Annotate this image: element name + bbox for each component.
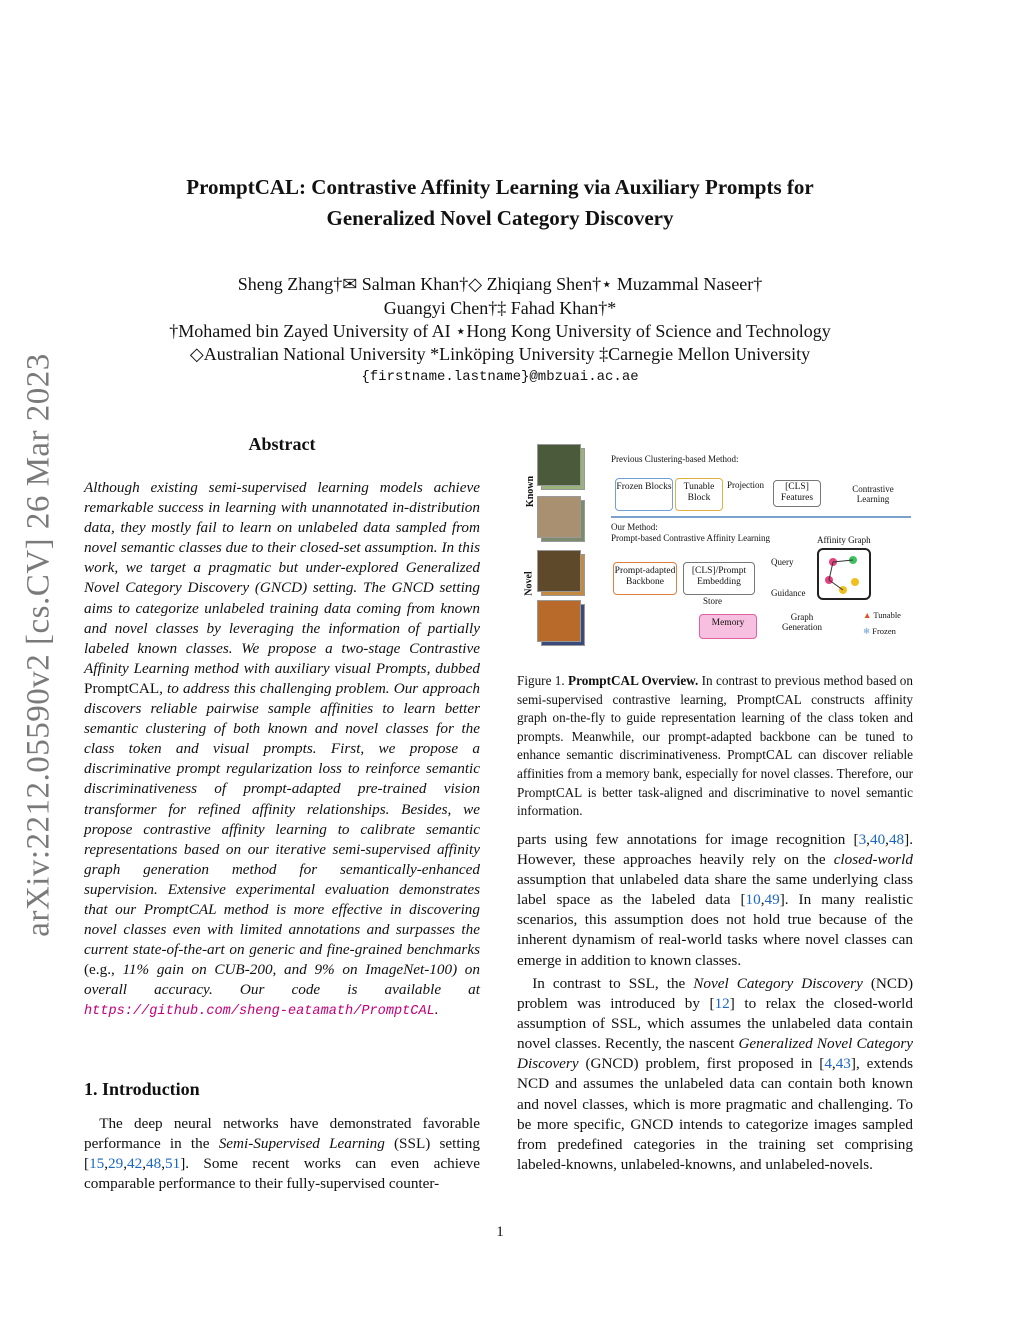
author-email: {firstname.lastname}@mbzuai.ac.ae [361, 369, 639, 385]
code-link[interactable]: https://github.com/sheng-eatamath/PromptCAL [84, 1004, 435, 1020]
novel-image-food [537, 600, 581, 642]
query-label: Query [771, 557, 794, 567]
citation[interactable]: 15 [89, 1155, 105, 1173]
contrastive-learning-label: Contrastive Learning [852, 484, 894, 504]
citation[interactable]: 40 [869, 831, 886, 848]
novel-label: Novel [523, 571, 535, 596]
figure-1 [517, 436, 917, 651]
known-image-kiwi-front [537, 496, 581, 538]
arxiv-id: arXiv:2212.05590v2 [cs.CV] 26 Mar 2023 [20, 353, 57, 937]
intro-heading: 1. Introduction [84, 1079, 200, 1099]
authors-line-2: Guangyi Chen†‡ Fahad Khan†* [383, 298, 617, 318]
figure-caption: Figure 1. PromptCAL Overview. In contrast to previous method based on semi-supervised contrastive learning, PromptCAL constructs affinity graph on-the-fly to guide representation learning of the class token and prompts. Meanwhile, our prompt-adapted backbone can be tuned to enhance semantic discriminativeness. PromptCAL can discover reliable affinities from a memory bank, especially for novel classes. Therefore, our PromptCAL is better task-aligned and discriminative to novel semantic information. [517, 673, 913, 819]
title-line-2: Generalized Novel Category Discovery [326, 206, 674, 230]
citation[interactable]: 43 [835, 1055, 851, 1073]
affinity-graph-icon [819, 550, 869, 598]
graph-generation-label: Graph Generation [782, 612, 822, 632]
our-method-name: Prompt-based Contrastive Affinity Learning [611, 533, 771, 543]
flame-icon: ▲ [863, 610, 872, 620]
citation[interactable]: 51 [165, 1155, 181, 1173]
authors-line-1: Sheng Zhang†✉ Salman Khan†◇ Zhiqiang Shen†⋆ Muzammal Naseer† [237, 274, 763, 294]
arxiv-watermark [16, 350, 62, 940]
citation[interactable]: 12 [714, 995, 730, 1013]
cls-prompt-box: [CLS]/Prompt Embedding [683, 562, 755, 595]
affiliations-line-1: †Mohamed bin Zayed University of AI ⋆Hong Kong University of Science and Technology [169, 321, 831, 341]
citation[interactable]: 29 [108, 1155, 124, 1173]
prompt-backbone-box: Prompt-adapted Backbone [613, 562, 677, 595]
affinity-graph-box [817, 548, 871, 600]
previous-method-label: Previous Clustering-based Method: [611, 454, 739, 464]
citation[interactable]: 49 [764, 891, 780, 909]
abstract-heading: Abstract [248, 434, 316, 454]
known-image-ibis [537, 444, 581, 486]
paper-title [0, 172, 1000, 234]
citation[interactable]: 42 [127, 1155, 143, 1173]
known-label: Known [525, 475, 537, 508]
guidance-label: Guidance [771, 588, 806, 598]
memory-box: Memory [699, 614, 757, 639]
abstract-body: Although existing semi-supervised learning models achieve remarkable success in learning with unannotated in-distribution data, they mostly fail to learn on unlabeled data sampled from novel semantic classes due to their closed-set assumption. In this work, we target a pragmatic but under-explored Generalized Novel Category Discovery (GNCD) setting. The GNCD setting aims to categorize unlabeled training data coming from known and novel classes by leveraging the information of partially labeled known classes. We propose a two-stage Contrastive Affinity Learning method with auxiliary visual Prompts, dubbed PromptCAL, to address this challenging problem. Our approach discovers reliable pairwise sample affinities to learn better semantic clustering of both known and novel classes for the class token and visual prompts. First, we propose a discriminative prompt regularization loss to reinforce semantic discriminativeness of prompt-adapted pre-trained vision transformer for refined affinity relationships. Besides, we propose contrastive affinity learning to calibrate semantic representations based on our iterative semi-supervised affinity graph generation method for semantically-enhanced supervision. Extensive experimental evaluation demonstrates that our PromptCAL method is more effective in discovering novel classes even with limited annotations and surpasses the current state-of-the-art on generic and fine-grained benchmarks (e.g., 11% gain on CUB-200, and 9% on ImageNet-100) on overall accuracy. Our code is available at https://github.com/sheng-eatamath/PromptCAL. [84, 479, 480, 1020]
citation[interactable]: 48 [146, 1155, 162, 1173]
citation[interactable]: 4 [824, 1055, 832, 1073]
cls-features-box: [CLS] Features [773, 480, 821, 507]
right-paragraph-1: parts using few annotations for image recognition [3,40,48]. However, these approaches heavily rely on the closed-world assumption that unlabeled data share the same underlying class label space as the labeled data [10,49]. In many realistic scenarios, this assumption does not hold true because of the inherent dynamism of real-world tasks where novel classes can emerge in addition to known classes. [517, 831, 913, 969]
divider [611, 516, 911, 518]
tunable-legend: ▲ Tunable [863, 610, 901, 620]
tunable-block-box: Tunable Block [675, 478, 723, 511]
citation[interactable]: 3 [858, 831, 867, 848]
page-number: 1 [496, 1224, 504, 1240]
title-line-1: PromptCAL: Contrastive Affinity Learning via Auxiliary Prompts for [186, 175, 814, 199]
frozen-legend: ❄ Frozen [863, 626, 896, 636]
frozen-blocks-box: Frozen Blocks [615, 478, 673, 511]
projection-label: Projection [727, 480, 764, 490]
store-label: Store [703, 596, 722, 606]
snowflake-icon: ❄ [863, 626, 871, 636]
our-method-label: Our Method: [611, 522, 658, 532]
affiliations-line-2: ◇Australian National University *Linköping University ‡Carnegie Mellon University [189, 344, 811, 364]
affinity-graph-label: Affinity Graph [817, 535, 871, 545]
citation[interactable]: 10 [745, 891, 761, 909]
intro-paragraph: The deep neural networks have demonstrated favorable performance in the Semi-Supervised Learning (SSL) setting [15,29,42,48,51]. Some recent works can even achieve comparable performance to their fully-supervised counter- [84, 1115, 480, 1193]
right-paragraph-2: In contrast to SSL, the Novel Category Discovery (NCD) problem was introduced by [12] to relax the closed-world assumption of SSL, which assumes the unlabeled data contain novel classes. Recently, the nascent Generalized Novel Category Discovery (GNCD) problem, first proposed in [4,43], extends NCD and assumes the unlabeled data can contain both known and novel classes, which is more pragmatic and challenging. To be more specific, GNCD intends to categorize images sampled from predefined categories in the training set comprising labeled-knowns, unlabeled-knowns, and unlabeled-novels. [517, 975, 913, 1173]
citation[interactable]: 48 [888, 831, 905, 848]
novel-image-clock-front [537, 550, 581, 592]
